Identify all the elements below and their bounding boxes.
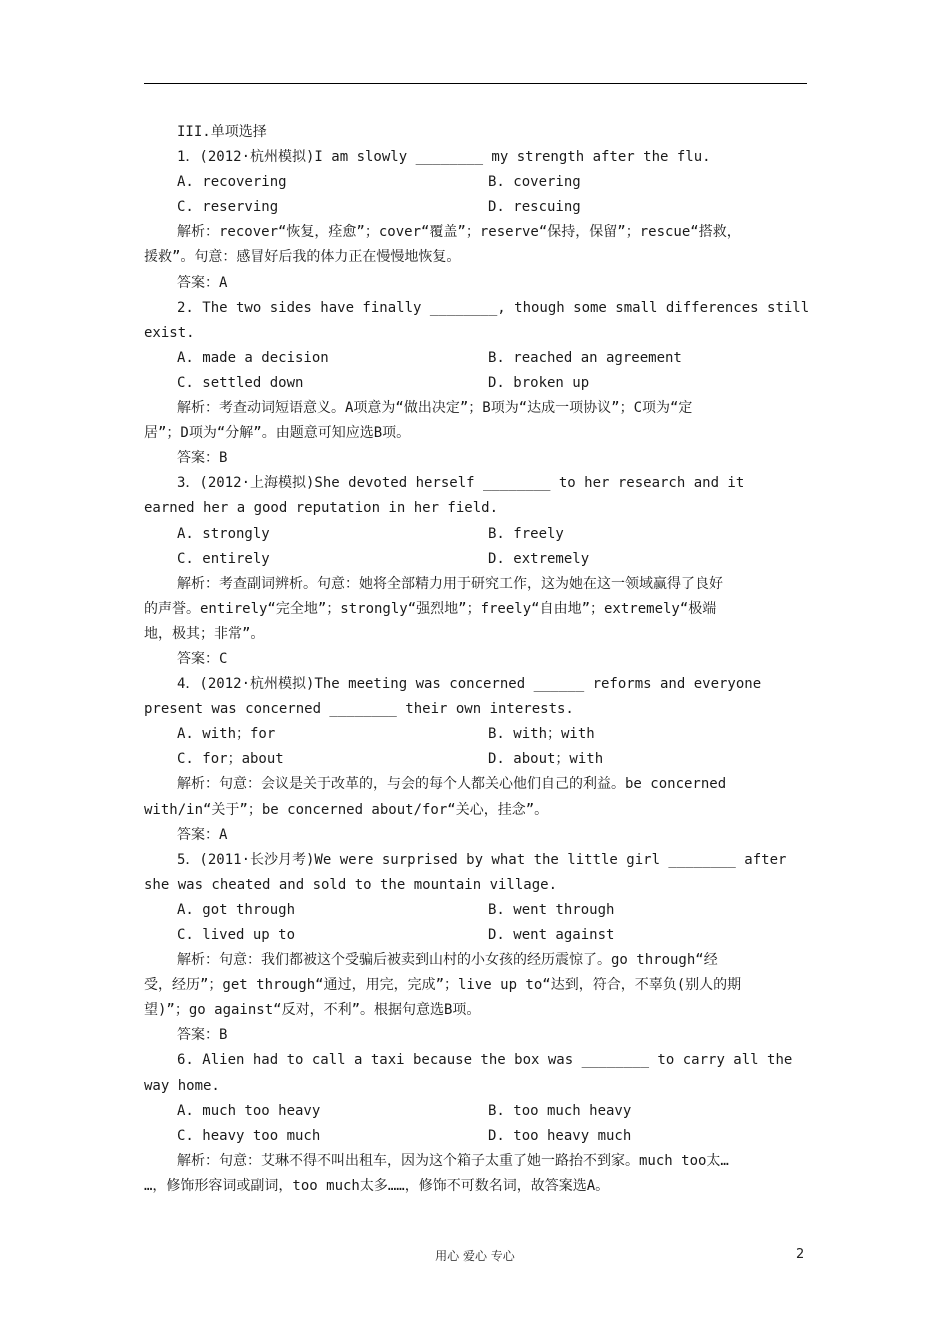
option-row [144,898,807,923]
analysis-line: 解析：句意：艾琳不得不叫出租车，因为这个箱子太重了她一路抬不到家。much too太… [177,1152,729,1169]
document-body [144,120,810,1199]
analysis-line: 望)”；go against“反对，不利”。根据句意选B项。 [144,1002,481,1019]
answer-line: 答案：C [177,650,228,667]
option: A. strongly [177,525,270,542]
option: D. broken up [488,374,590,391]
option-row [144,923,807,948]
option: B. went through [488,901,615,918]
option: A. with；for [177,726,276,743]
page-number: 2 [796,1247,805,1262]
question-block [144,145,807,296]
answer-line: 答案：A [177,826,228,843]
option-row [144,170,807,195]
option-row [144,522,807,547]
section-title: III.单项选择 [177,124,267,140]
answer-line: 答案：B [177,1027,228,1044]
option: D. too heavy much [488,1127,632,1144]
option-row [144,722,807,747]
option: C. lived up to [177,927,296,943]
analysis-line: 居”；D项为“分解”。由题意可知应选B项。 [144,425,411,442]
option: B. with；with [488,726,595,743]
option: D. about；with [488,751,604,768]
option: A. much too heavy [177,1102,321,1119]
question-stem: 4．(2012·杭州模拟)The meeting was concerned ______ reforms and everyone [177,676,762,693]
option: C. entirely [177,550,270,567]
analysis-line: 解析：句意：会议是关于改革的，与会的每个人都关心他们自己的利益。be concerned [177,776,727,793]
analysis-line: …，修饰形容词或副词，too much太多……，修饰不可数名词，故答案选A。 [144,1177,610,1194]
option-row [144,747,807,772]
question-stem: she was cheated and sold to the mountain village. [144,876,558,893]
answer-line: 答案：B [177,450,228,467]
question-stem: earned her a good reputation in her field. [144,500,499,517]
question-block [144,848,807,1049]
option: B. too much heavy [488,1102,632,1119]
option-row [144,195,807,220]
option-row [144,547,807,572]
page-footer: 用心 爱心 专心 [435,1249,515,1263]
question-block [144,296,810,472]
option-row [144,1124,807,1149]
option: B. reached an agreement [488,349,682,366]
question-block [144,471,807,672]
option: C. heavy too much [177,1127,321,1144]
question-stem: present was concerned ________ their own interests. [144,701,574,718]
option: A. got through [177,901,296,918]
analysis-line: 援救”。句意：感冒好后我的体力正在慢慢地恢复。 [144,249,461,266]
option: B. freely [488,525,564,542]
option: D. went against [488,927,615,943]
option: C. reserving [177,199,279,216]
analysis-line: 的声誉。entirely“完全地”；strongly“强烈地”；freely“自由地”；extremely“极端 [144,600,717,617]
question-stem: 6. Alien had to call a taxi because the box was ________ to carry all the [177,1052,793,1069]
question-block [144,1048,807,1199]
question-stem: exist. [144,324,195,341]
analysis-line: 解析：考查动词短语意义。A项意为“做出决定”；B项为“达成一项协议”；C项为“定 [177,400,693,417]
analysis-line: 地，极其；非常”。 [144,625,265,642]
option-row [144,346,807,371]
analysis-line: 解析：考查副词辨析。句意：她将全部精力用于研究工作，这为她在这一领域赢得了良好 [177,575,723,592]
option: B. covering [488,174,581,191]
analysis-line: with/in“关于”；be concerned about/for“关心，挂念”。 [144,801,549,818]
answer-line: 答案：A [177,274,228,291]
option: C. settled down [177,374,304,391]
option: D. rescuing [488,199,581,216]
option: A. made a decision [177,349,329,366]
option-row [144,1099,807,1124]
header-rule [144,83,807,84]
option-row [144,371,807,396]
option: D. extremely [488,550,590,567]
question-stem: 1．(2012·杭州模拟)I am slowly ________ my strength after the flu. [177,149,711,166]
question-stem: 2. The two sides have finally ________, though some small differences still [177,299,810,316]
option: C. for；about [177,751,284,768]
question-stem: 3．(2012·上海模拟)She devoted herself ________ to her research and it [177,475,745,492]
question-stem: way home. [144,1077,220,1094]
question-stem: 5．(2011·长沙月考)We were surprised by what the little girl ________ after [177,851,787,868]
option: A. recovering [177,174,287,191]
analysis-line: 解析：句意：我们都被这个受骗后被卖到山村的小女孩的经历震惊了。go through“经 [177,952,718,969]
question-block [144,672,807,848]
analysis-line: 解析：recover“恢复，痊愈”；cover“覆盖”；reserve“保持，保留”；rescue“搭救， [177,224,741,241]
analysis-line: 受，经历”；get through“通过，用完，完成”；live up to“达到，符合，不辜负(别人的期 [144,977,742,994]
